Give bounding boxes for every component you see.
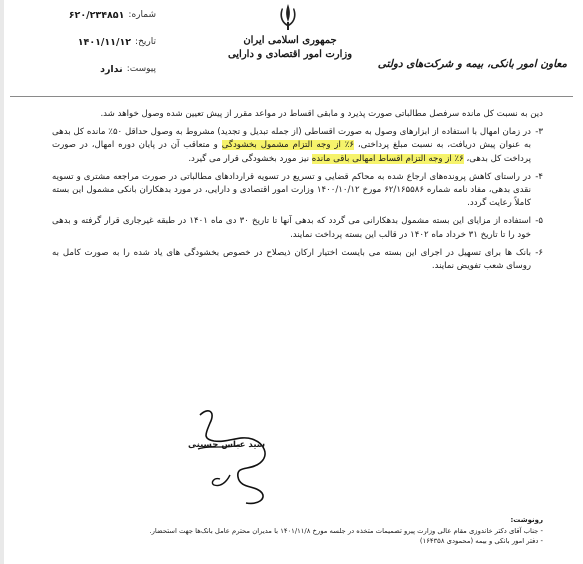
cc-heading: رونوشت: xyxy=(510,516,543,524)
cc-line-1: - جناب آقای دکتر خاندوزی مقام عالی وزارت پیرو تصمیمات متخذه در جلسه مورخ ۱۴۰۱/۱۱/۸ با مدیران محترم عامل بانک‌ها جهت استحضار. xyxy=(149,526,543,535)
attach-label: پیوست: xyxy=(126,64,156,74)
paragraph-0-text: دین به نسبت کل مانده سرفصل مطالباتی صورت پذیرد و مابقی اقساط در مواعد مقرر از پیش تعیین شده وصول خواهد شد. xyxy=(100,109,543,119)
date-row xyxy=(26,35,156,50)
attach-row xyxy=(26,62,156,77)
country-title: جمهوری اسلامی ایران xyxy=(243,35,337,46)
signer-name: سید عباس حسینی xyxy=(188,440,266,450)
p3-part-a: در زمان امهال با استفاده از ابزارهای وصول به صورت اقساطی (از جمله تبدیل و تجدید) مشروط به وصول حداقل ۵۰٪ مانده کل بدهی به عنوان پیش دریافت، به نسبت مبلغ پرداختی، xyxy=(52,127,532,151)
paragraph-6-number: ۶- xyxy=(535,247,543,258)
letter-body xyxy=(52,108,543,278)
paragraph-5-text: استفاده از مزایای این بسته مشمول بدهکارانی می گردد که بدهی آنها تا تاریخ ۳۰ دی ماه ۱۴۰۱ در طبقه غیرجاری قرار گرفته و بدهی خود را تا تاریخ ۳۱ خرداد ماه ۱۴۰۲ در قالب این بسته پرداخت نمایند. xyxy=(52,216,532,240)
left-border xyxy=(0,0,4,564)
cc-line-2: - دفتر امور بانکی و بیمه (محمودی ۱۶۴۳۵۸) xyxy=(419,537,543,545)
paragraph-6 xyxy=(52,247,543,273)
date-value: ۱۴۰۱/۱۱/۱۲ xyxy=(77,37,132,48)
paragraph-4-number: ۴- xyxy=(535,171,543,182)
paragraph-3 xyxy=(52,126,543,166)
ministry-title: وزارت امور اقتصادی و دارایی xyxy=(227,49,353,60)
letter-meta xyxy=(26,8,156,77)
header-titles xyxy=(220,34,360,62)
number-row xyxy=(26,8,156,23)
number-label: شماره: xyxy=(128,10,156,20)
paragraph-3-number: ۳- xyxy=(535,127,543,138)
date-label: تاریخ: xyxy=(135,37,156,47)
highlight-1: ۶٪ از وجه التزام مشمول بخشودگی xyxy=(221,140,355,151)
handwritten-signature-icon xyxy=(180,405,290,510)
paragraph-4 xyxy=(52,171,543,211)
iran-emblem-icon xyxy=(276,2,300,32)
p3-part-c: نیز مورد بخشودگی قرار می گیرد. xyxy=(188,153,312,164)
cc-section xyxy=(70,515,543,547)
attach-value: ندارد xyxy=(100,64,123,75)
p3-part-b: و متعاقب آن در پایان دوره امهال، در صورت پرداخت کل بدهی، xyxy=(52,140,531,164)
paragraph-3-text xyxy=(52,126,531,166)
paragraph-5 xyxy=(52,215,543,241)
number-value: ۶۲۰/۲۳۴۸۵۱ xyxy=(68,10,125,21)
paragraph-continued xyxy=(52,108,543,121)
paragraph-5-number: ۵- xyxy=(535,216,543,227)
highlight-2: ۶٪ از وجه التزام اقساط امهالی باقی مانده xyxy=(311,153,464,164)
paragraph-6-text: بانک ها برای تسهیل در اجرای این بسته می بایست اختیار ارکان ذیصلاح در خصوص بخشودگی های یاد شده را به صورت کامل به روسای شعب تفویض نمایند. xyxy=(52,247,531,272)
deputy-title: معاون امور بانکی، بیمه و شرکت‌های دولتی xyxy=(377,58,567,70)
header-divider xyxy=(10,96,573,97)
paragraph-4-text: در راستای کاهش پرونده‌های ارجاع شده به محاکم قضایی و تسریع در تسویه قراردادهای مطالباتی در صورت مراجعه مشتری و تسویه نقدی بدهی، مفاد نامه شماره ۶۲/۱۶۵۵۸۶ مورخ ۱۴۰۰/۱۰/۱۲ وزارت امور اقتصادی و دارایی، در مورد بدهکاران بانکی مشمول این بسته کاملاً رعایت گردد. xyxy=(52,171,531,209)
